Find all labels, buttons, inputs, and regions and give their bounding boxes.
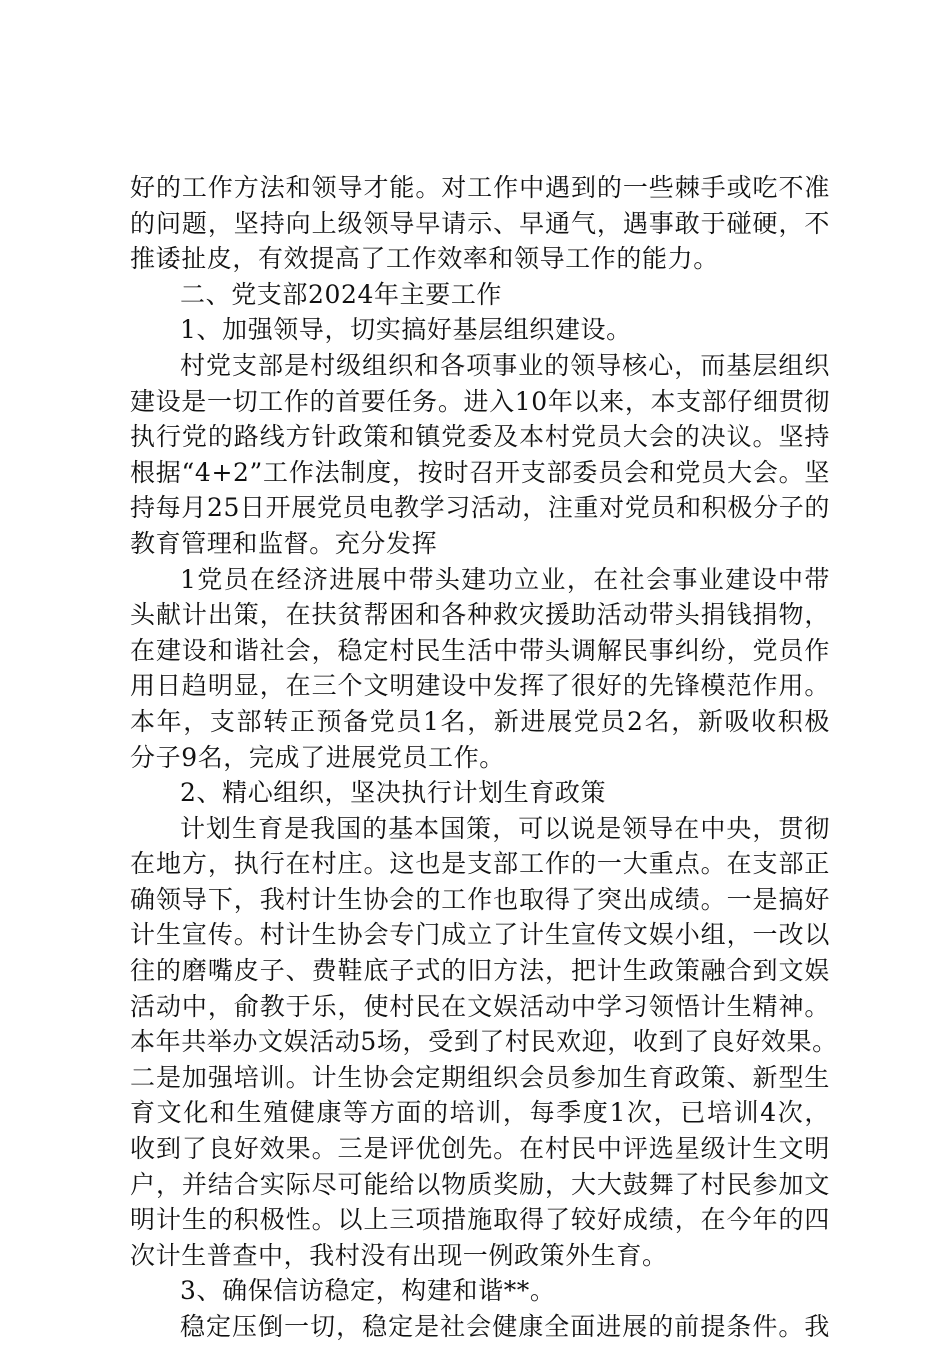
text-line: 3、确保信访稳定，构建和谐**。 xyxy=(180,1276,556,1306)
text-line: 执行党的路线方针政策和镇党委及本村党员大会的决议。坚持 xyxy=(130,422,830,452)
text-line: 1、加强领导，切实搞好基层组织建设。 xyxy=(180,315,632,345)
text-line: 头献计出策，在扶贫帮困和各种救灾援助活动带头捐钱捐物， xyxy=(130,600,830,630)
text-line: 在建设和谐社会，稳定村民生活中带头调解民事纠纷，党员作 xyxy=(130,635,830,665)
text-line: 育文化和生殖健康等方面的培训，每季度1次，已培训4次， xyxy=(130,1098,830,1128)
text-line: 持每月25日开展党员电教学习活动，注重对党员和积极分子的 xyxy=(130,493,830,523)
text-line: 确领导下，我村计生协会的工作也取得了突出成绩。一是搞好 xyxy=(130,884,830,914)
text-line: 建设是一切工作的首要任务。进入10年以来，本支部仔细贯彻 xyxy=(130,386,830,416)
text-line: 往的磨嘴皮子、费鞋底子式的旧方法，把计生政策融合到文娱 xyxy=(130,956,830,986)
text-line: 教育管理和监督。充分发挥 xyxy=(130,528,438,558)
text-line: 好的工作方法和领导才能。对工作中遇到的一些棘手或吃不准 xyxy=(130,173,830,202)
text-line: 次计生普查中，我村没有出现一例政策外生育。 xyxy=(130,1240,668,1270)
text-line: 分子9名，完成了进展党员工作。 xyxy=(130,742,505,772)
text-line: 计生宣传。村计生协会专门成立了计生宣传文娱小组，一改以 xyxy=(130,920,830,950)
text-line: 二是加强培训。计生协会定期组织会员参加生育政策、新型生 xyxy=(130,1062,830,1092)
text-line: 户，并结合实际尽可能给以物质奖励，大大鼓舞了村民参加文 xyxy=(130,1169,830,1199)
text-line: 的问题，坚持向上级领导早请示、早通气，遇事敢于碰硬，不 xyxy=(130,208,830,238)
text-line: 用日趋明显，在三个文明建设中发挥了很好的先锋模范作用。 xyxy=(130,671,830,701)
text-line: 明计生的积极性。以上三项措施取得了较好成绩，在今年的四 xyxy=(130,1205,830,1235)
text-line: 推诿扯皮，有效提高了工作效率和领导工作的能力。 xyxy=(130,244,719,274)
text-line: 活动中，俞教于乐，使村民在文娱活动中学习领悟计生精神。 xyxy=(130,991,830,1021)
text-line: 根据“4+2”工作法制度，按时召开支部委员会和党员大会。坚 xyxy=(130,457,830,487)
text-line: 本年，支部转正预备党员1名，新进展党员2名，新吸收积极 xyxy=(130,706,830,736)
text-line: 村党支部是村级组织和各项事业的领导核心，而基层组织 xyxy=(180,350,830,380)
text-line: 在地方，执行在村庄。这也是支部工作的一大重点。在支部正 xyxy=(130,849,830,879)
text-line: 1党员在经济进展中带头建功立业，在社会事业建设中带 xyxy=(180,564,830,594)
text-line: 二、党支部2024年主要工作 xyxy=(180,279,503,309)
text-line: 收到了良好效果。三是评优创先。在村民中评选星级计生文明 xyxy=(130,1134,830,1164)
text-line: 2、精心组织，坚决执行计划生育政策 xyxy=(180,778,607,808)
text-line: 本年共举办文娱活动5场，受到了村民欢迎，收到了良好效果。 xyxy=(130,1027,838,1057)
document-body xyxy=(130,170,838,1345)
text-line: 稳定压倒一切，稳定是社会健康全面进展的前提条件。我 xyxy=(180,1312,830,1341)
text-line: 计划生育是我国的基本国策，可以说是领导在中央，贯彻 xyxy=(180,813,830,843)
